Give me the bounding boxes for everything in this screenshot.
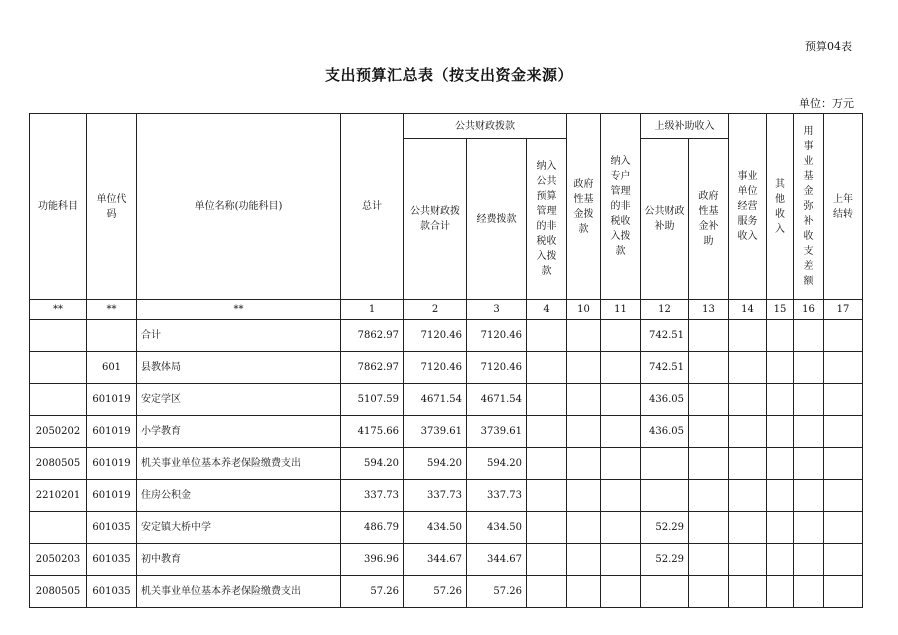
public-fiscal-subsidy-cell bbox=[641, 480, 689, 512]
other-income-cell bbox=[767, 480, 794, 512]
table-row bbox=[30, 544, 863, 576]
nontax-in-budget-cell bbox=[527, 448, 567, 480]
nontax-special-cell bbox=[601, 352, 641, 384]
gov-fund-cell bbox=[567, 384, 601, 416]
gov-fund-subsidy-cell bbox=[689, 352, 729, 384]
gov-fund-subsidy-cell bbox=[689, 512, 729, 544]
carryover-cell bbox=[824, 352, 863, 384]
unit-name-cell: 安定学区 bbox=[137, 384, 341, 416]
header-fund-offset: 用事业基金弥补收支差额 bbox=[794, 114, 824, 300]
nontax-special-cell bbox=[601, 416, 641, 448]
public-fiscal-subsidy-cell: 52.29 bbox=[641, 512, 689, 544]
total-cell: 57.26 bbox=[341, 576, 404, 608]
unit-name-cell: 合计 bbox=[137, 320, 341, 352]
column-index-cell: 14 bbox=[729, 300, 767, 320]
unit-name-cell: 安定镇大桥中学 bbox=[137, 512, 341, 544]
public-fiscal-subsidy-cell bbox=[641, 576, 689, 608]
public-fiscal-total-cell: 4671.54 bbox=[404, 384, 467, 416]
nontax-special-cell bbox=[601, 480, 641, 512]
nontax-special-cell bbox=[601, 448, 641, 480]
header-func-code: 功能科目 bbox=[30, 114, 87, 300]
business-income-cell bbox=[729, 480, 767, 512]
func-code-cell: 2080505 bbox=[30, 576, 87, 608]
unit-code-cell: 601 bbox=[87, 352, 137, 384]
carryover-cell bbox=[824, 576, 863, 608]
table-row bbox=[30, 448, 863, 480]
fund-offset-cell bbox=[794, 416, 824, 448]
table-row bbox=[30, 576, 863, 608]
carryover-cell bbox=[824, 416, 863, 448]
public-fiscal-total-cell: 7120.46 bbox=[404, 352, 467, 384]
gov-fund-cell bbox=[567, 512, 601, 544]
funding-cell: 434.50 bbox=[467, 512, 527, 544]
nontax-in-budget-cell bbox=[527, 512, 567, 544]
gov-fund-subsidy-cell bbox=[689, 576, 729, 608]
header-unit-name: 单位名称(功能科目) bbox=[137, 114, 341, 300]
fund-offset-cell bbox=[794, 448, 824, 480]
nontax-in-budget-cell bbox=[527, 320, 567, 352]
table-row bbox=[30, 416, 863, 448]
column-index-row bbox=[30, 300, 863, 320]
column-index-cell: 15 bbox=[767, 300, 794, 320]
header-total: 总计 bbox=[341, 114, 404, 300]
nontax-in-budget-cell bbox=[527, 416, 567, 448]
column-index-cell: ** bbox=[30, 300, 87, 320]
total-cell: 5107.59 bbox=[341, 384, 404, 416]
header-other-income: 其他收入 bbox=[767, 114, 794, 300]
other-income-cell bbox=[767, 384, 794, 416]
nontax-special-cell bbox=[601, 544, 641, 576]
header-nontax-in-budget: 纳入公共预算管理的非税收入拨款 bbox=[527, 139, 567, 300]
nontax-in-budget-cell bbox=[527, 384, 567, 416]
carryover-cell bbox=[824, 544, 863, 576]
gov-fund-cell bbox=[567, 576, 601, 608]
column-index-cell: 13 bbox=[689, 300, 729, 320]
nontax-in-budget-cell bbox=[527, 544, 567, 576]
public-fiscal-total-cell: 594.20 bbox=[404, 448, 467, 480]
unit-code-cell: 601035 bbox=[87, 544, 137, 576]
table-body bbox=[30, 320, 863, 608]
carryover-cell bbox=[824, 448, 863, 480]
table-row bbox=[30, 384, 863, 416]
unit-name-cell: 住房公积金 bbox=[137, 480, 341, 512]
total-cell: 396.96 bbox=[341, 544, 404, 576]
business-income-cell bbox=[729, 384, 767, 416]
column-index-cell: 4 bbox=[527, 300, 567, 320]
business-income-cell bbox=[729, 448, 767, 480]
unit-name-cell: 机关事业单位基本养老保险缴费支出 bbox=[137, 576, 341, 608]
gov-fund-subsidy-cell bbox=[689, 320, 729, 352]
header-funding: 经费拨款 bbox=[467, 139, 527, 300]
total-cell: 486.79 bbox=[341, 512, 404, 544]
total-cell: 337.73 bbox=[341, 480, 404, 512]
fund-offset-cell bbox=[794, 320, 824, 352]
carryover-cell bbox=[824, 384, 863, 416]
unit-name-cell: 初中教育 bbox=[137, 544, 341, 576]
header-gov-fund: 政府性基金拨款 bbox=[567, 114, 601, 300]
fund-offset-cell bbox=[794, 352, 824, 384]
public-fiscal-subsidy-cell: 52.29 bbox=[641, 544, 689, 576]
total-cell: 594.20 bbox=[341, 448, 404, 480]
unit-name-cell: 小学教育 bbox=[137, 416, 341, 448]
nontax-special-cell bbox=[601, 320, 641, 352]
carryover-cell bbox=[824, 480, 863, 512]
gov-fund-cell bbox=[567, 416, 601, 448]
header-superior-subsidy: 上级补助收入 bbox=[641, 114, 729, 139]
other-income-cell bbox=[767, 512, 794, 544]
column-index-cell: 10 bbox=[567, 300, 601, 320]
funding-cell: 57.26 bbox=[467, 576, 527, 608]
header-public-fiscal-subsidy: 公共财政补助 bbox=[641, 139, 689, 300]
header-business-income: 事业单位经营服务收入 bbox=[729, 114, 767, 300]
business-income-cell bbox=[729, 512, 767, 544]
business-income-cell bbox=[729, 544, 767, 576]
fund-offset-cell bbox=[794, 384, 824, 416]
public-fiscal-subsidy-cell bbox=[641, 448, 689, 480]
public-fiscal-total-cell: 3739.61 bbox=[404, 416, 467, 448]
business-income-cell bbox=[729, 320, 767, 352]
nontax-special-cell bbox=[601, 384, 641, 416]
nontax-in-budget-cell bbox=[527, 576, 567, 608]
column-index-cell: 1 bbox=[341, 300, 404, 320]
column-index-cell: ** bbox=[87, 300, 137, 320]
header-nontax-special: 纳入专户管理的非税收入拨款 bbox=[601, 114, 641, 300]
gov-fund-cell bbox=[567, 320, 601, 352]
other-income-cell bbox=[767, 448, 794, 480]
header-public-fiscal-total: 公共财政拨款合计 bbox=[404, 139, 467, 300]
fund-offset-cell bbox=[794, 544, 824, 576]
business-income-cell bbox=[729, 416, 767, 448]
public-fiscal-subsidy-cell: 436.05 bbox=[641, 416, 689, 448]
gov-fund-subsidy-cell bbox=[689, 448, 729, 480]
funding-cell: 3739.61 bbox=[467, 416, 527, 448]
nontax-in-budget-cell bbox=[527, 352, 567, 384]
funding-cell: 337.73 bbox=[467, 480, 527, 512]
public-fiscal-subsidy-cell: 436.05 bbox=[641, 384, 689, 416]
business-income-cell bbox=[729, 576, 767, 608]
gov-fund-cell bbox=[567, 448, 601, 480]
table-row bbox=[30, 480, 863, 512]
func-code-cell: 2050203 bbox=[30, 544, 87, 576]
unit-code-cell bbox=[87, 320, 137, 352]
nontax-in-budget-cell bbox=[527, 480, 567, 512]
carryover-cell bbox=[824, 512, 863, 544]
total-cell: 7862.97 bbox=[341, 352, 404, 384]
fund-offset-cell bbox=[794, 512, 824, 544]
unit-name-cell: 县教体局 bbox=[137, 352, 341, 384]
carryover-cell bbox=[824, 320, 863, 352]
budget-table bbox=[29, 113, 863, 608]
unit-code-cell: 601035 bbox=[87, 512, 137, 544]
public-fiscal-total-cell: 7120.46 bbox=[404, 320, 467, 352]
public-fiscal-total-cell: 434.50 bbox=[404, 512, 467, 544]
func-code-cell: 2080505 bbox=[30, 448, 87, 480]
column-index-cell: 11 bbox=[601, 300, 641, 320]
unit-code-cell: 601019 bbox=[87, 448, 137, 480]
other-income-cell bbox=[767, 576, 794, 608]
funding-cell: 4671.54 bbox=[467, 384, 527, 416]
column-index-cell: 2 bbox=[404, 300, 467, 320]
unit-name-cell: 机关事业单位基本养老保险缴费支出 bbox=[137, 448, 341, 480]
funding-cell: 344.67 bbox=[467, 544, 527, 576]
fund-offset-cell bbox=[794, 576, 824, 608]
page-title: 支出预算汇总表（按支出资金来源） bbox=[324, 66, 573, 84]
public-fiscal-total-cell: 337.73 bbox=[404, 480, 467, 512]
header-carryover: 上年结转 bbox=[824, 114, 863, 300]
column-index-cell: 16 bbox=[794, 300, 824, 320]
header-gov-fund-subsidy: 政府性基金补助 bbox=[689, 139, 729, 300]
header-unit-code: 单位代码 bbox=[87, 114, 137, 300]
other-income-cell bbox=[767, 544, 794, 576]
unit-code-cell: 601019 bbox=[87, 384, 137, 416]
gov-fund-subsidy-cell bbox=[689, 480, 729, 512]
form-code: 预算04表 bbox=[805, 40, 852, 53]
unit-code-cell: 601019 bbox=[87, 480, 137, 512]
nontax-special-cell bbox=[601, 576, 641, 608]
column-index-cell: ** bbox=[137, 300, 341, 320]
gov-fund-cell bbox=[567, 544, 601, 576]
column-index-cell: 17 bbox=[824, 300, 863, 320]
func-code-cell: 2210201 bbox=[30, 480, 87, 512]
total-cell: 7862.97 bbox=[341, 320, 404, 352]
column-index-cell: 3 bbox=[467, 300, 527, 320]
header-public-fiscal: 公共财政拨款 bbox=[404, 114, 567, 139]
func-code-cell: 2050202 bbox=[30, 416, 87, 448]
nontax-special-cell bbox=[601, 512, 641, 544]
table-row bbox=[30, 352, 863, 384]
public-fiscal-total-cell: 57.26 bbox=[404, 576, 467, 608]
gov-fund-subsidy-cell bbox=[689, 544, 729, 576]
funding-cell: 7120.46 bbox=[467, 320, 527, 352]
unit-label: 单位：万元 bbox=[799, 97, 854, 110]
unit-code-cell: 601019 bbox=[87, 416, 137, 448]
fund-offset-cell bbox=[794, 480, 824, 512]
other-income-cell bbox=[767, 416, 794, 448]
func-code-cell bbox=[30, 352, 87, 384]
total-cell: 4175.66 bbox=[341, 416, 404, 448]
gov-fund-subsidy-cell bbox=[689, 416, 729, 448]
other-income-cell bbox=[767, 320, 794, 352]
public-fiscal-subsidy-cell: 742.51 bbox=[641, 320, 689, 352]
business-income-cell bbox=[729, 352, 767, 384]
unit-code-cell: 601035 bbox=[87, 576, 137, 608]
func-code-cell bbox=[30, 320, 87, 352]
funding-cell: 594.20 bbox=[467, 448, 527, 480]
other-income-cell bbox=[767, 352, 794, 384]
table-row bbox=[30, 320, 863, 352]
gov-fund-subsidy-cell bbox=[689, 384, 729, 416]
table-row bbox=[30, 512, 863, 544]
public-fiscal-subsidy-cell: 742.51 bbox=[641, 352, 689, 384]
funding-cell: 7120.46 bbox=[467, 352, 527, 384]
gov-fund-cell bbox=[567, 480, 601, 512]
column-index-cell: 12 bbox=[641, 300, 689, 320]
func-code-cell bbox=[30, 384, 87, 416]
func-code-cell bbox=[30, 512, 87, 544]
gov-fund-cell bbox=[567, 352, 601, 384]
public-fiscal-total-cell: 344.67 bbox=[404, 544, 467, 576]
